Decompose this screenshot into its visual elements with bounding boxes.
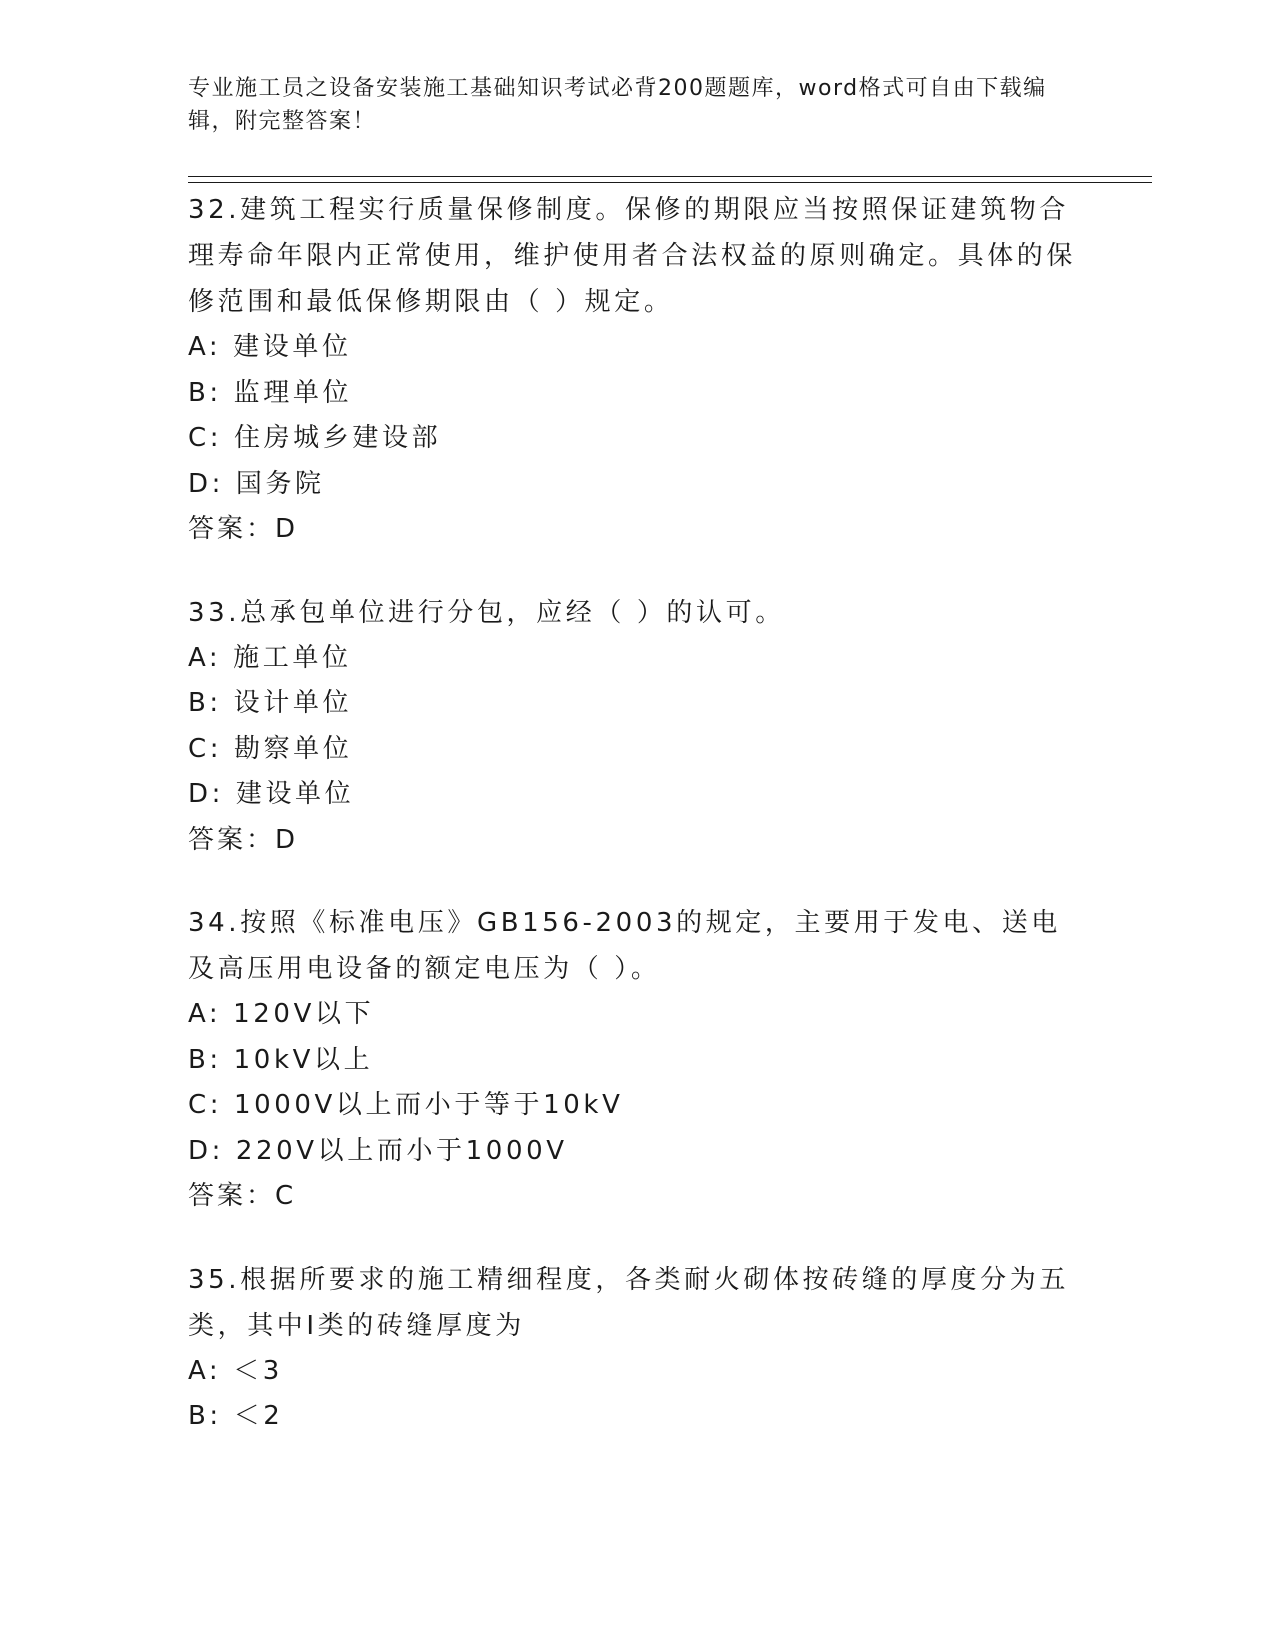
header-divider-top — [188, 176, 1152, 177]
option-c: C: 住房城乡建设部 — [188, 423, 442, 453]
option-b: B: 10kV以上 — [188, 1044, 374, 1075]
option-b: B: ＜2 — [188, 1401, 284, 1431]
option-a: A: 建设单位 — [188, 332, 352, 362]
answer-line — [188, 1174, 1088, 1220]
answer-value: D — [275, 514, 299, 544]
option-d: D: 国务院 — [188, 468, 325, 499]
answer-label: 答案： — [188, 514, 276, 544]
option-a: A: 120V以下 — [188, 999, 375, 1029]
answer-value: C — [275, 1181, 297, 1211]
answer-line — [188, 818, 1088, 864]
option-b: B: 监理单位 — [188, 377, 353, 408]
answer-label: 答案： — [188, 1181, 276, 1211]
option-b: B: 设计单位 — [188, 688, 353, 718]
option-a: A: 施工单位 — [188, 642, 352, 673]
option-c: C: 勘察单位 — [188, 733, 353, 764]
question-stem: 33.总承包单位进行分包，应经（ ）的认可。 — [188, 597, 785, 628]
option-a: A: ＜3 — [188, 1355, 283, 1386]
question-34 — [188, 900, 1088, 1220]
question-stem: 32.建筑工程实行质量保修制度。保修的期限应当按照保证建筑物合理寿命年限内正常使用，维护使用者合法权益的原则确定。具体的保修范围和最低保修期限由（ ）规定。 — [188, 195, 1077, 317]
answer-label: 答案： — [188, 824, 276, 855]
answer-value: D — [275, 824, 299, 855]
option-c: C: 1000V以上而小于等于10kV — [188, 1090, 624, 1120]
question-stem: 35.根据所要求的施工精细程度，各类耐火砌体按砖缝的厚度分为五类，其中I类的砖缝厚度为 — [188, 1264, 1069, 1341]
option-d: D: 220V以上而小于1000V — [188, 1135, 568, 1166]
question-list — [188, 187, 1088, 1477]
question-32 — [188, 187, 1088, 553]
document-header: 专业施工员之设备安装施工基础知识考试必背200题题库，word格式可自由下载编辑，附完整答案！ — [188, 76, 1047, 134]
answer-line — [188, 507, 1088, 553]
header-divider-bottom — [188, 182, 1152, 183]
question-stem: 34.按照《标准电压》GB156-2003的规定，主要用于发电、送电及高压用电设备的额定电压为（ ）。 — [188, 908, 1061, 984]
option-d: D: 建设单位 — [188, 779, 355, 809]
question-35 — [188, 1257, 1088, 1440]
question-33 — [188, 590, 1088, 864]
